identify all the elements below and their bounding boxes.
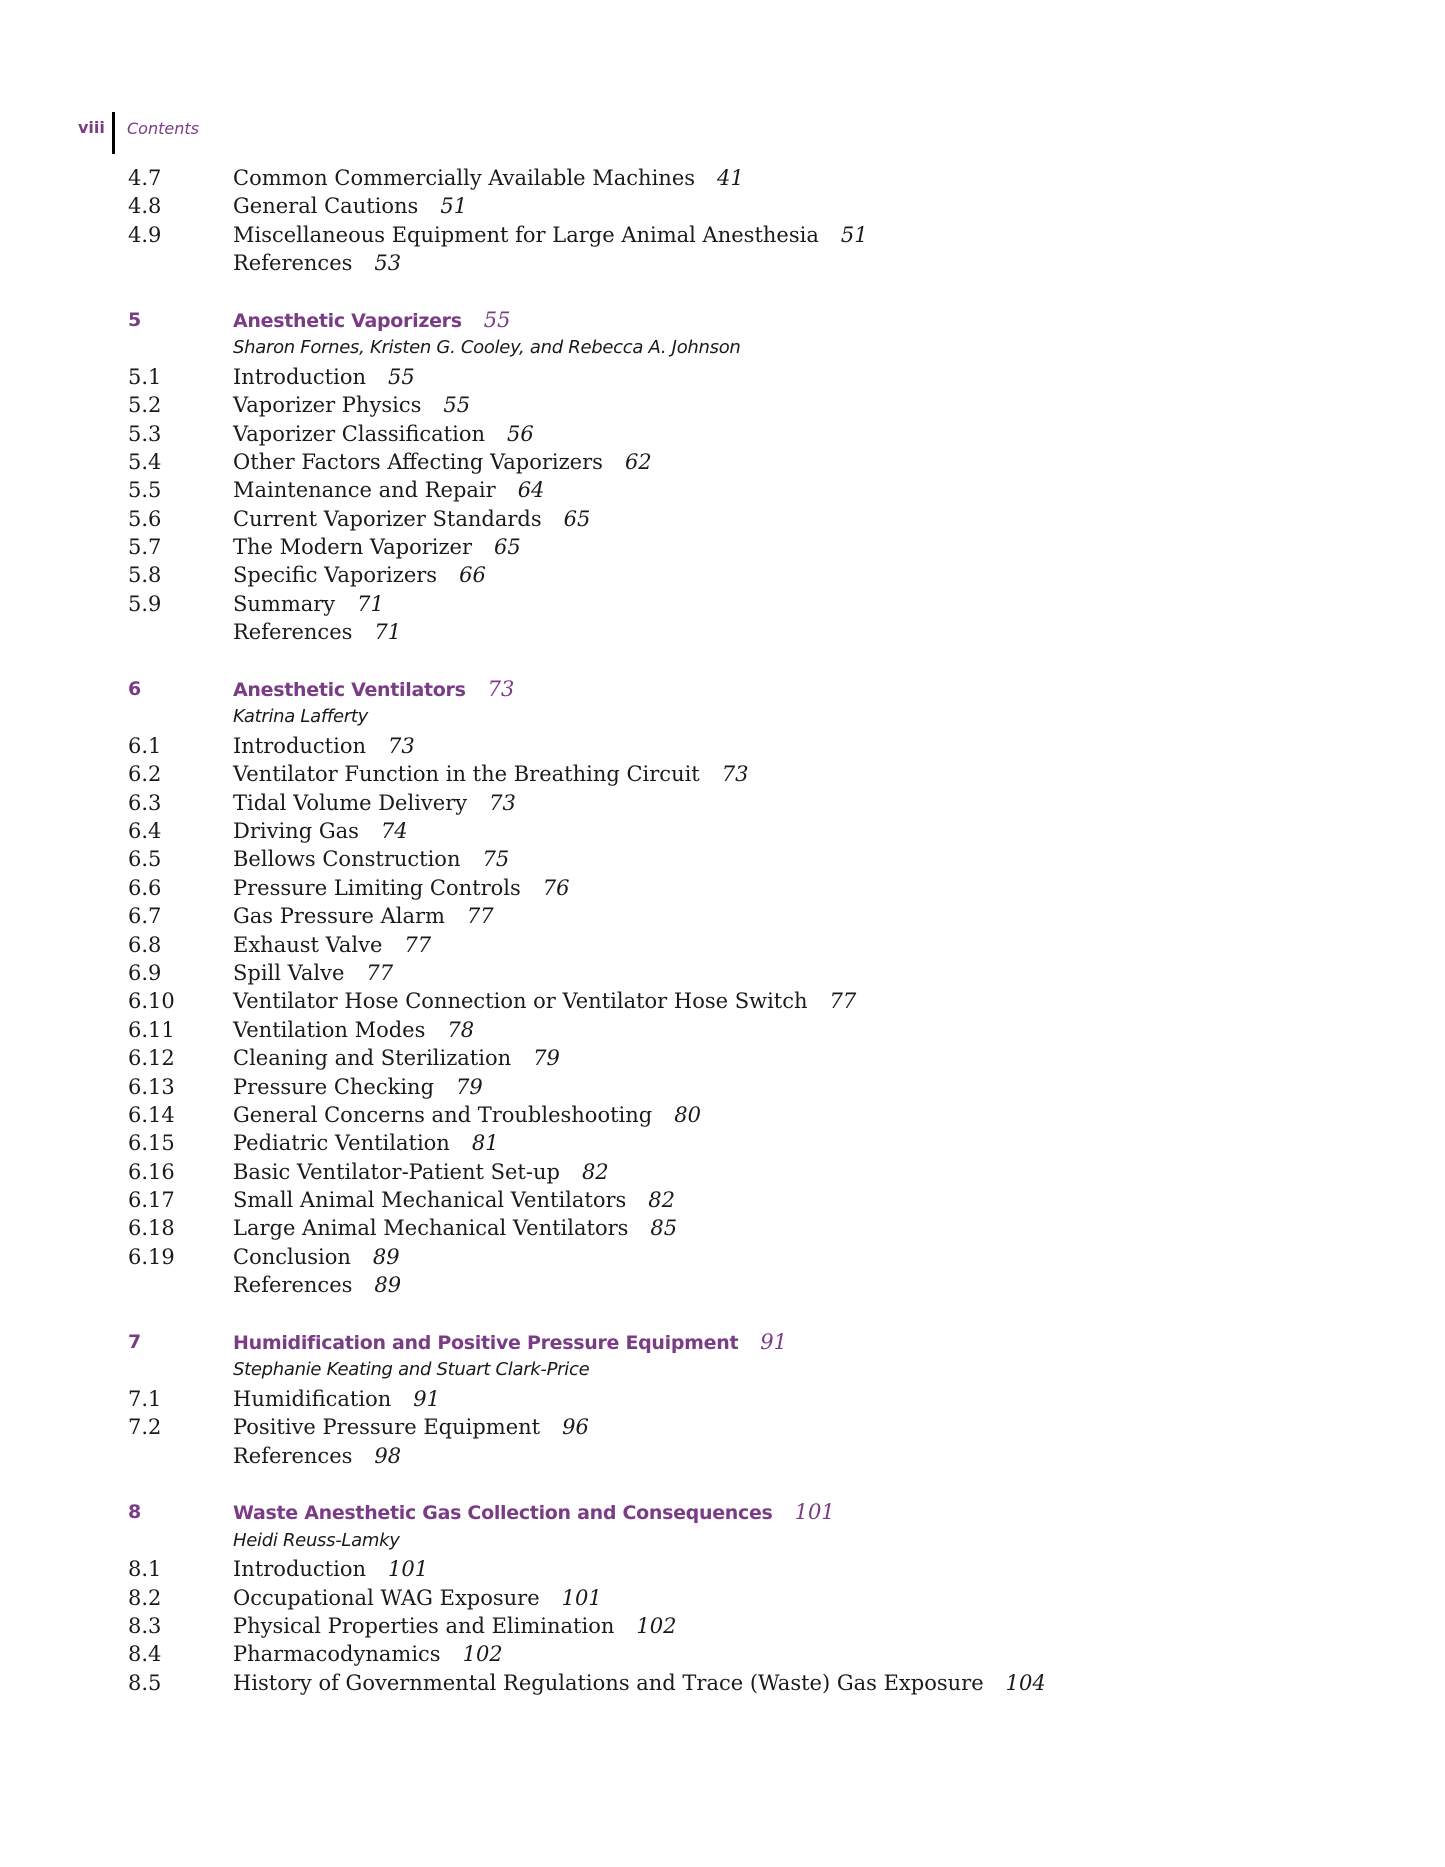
toc-entry[interactable]: [128, 1214, 1328, 1242]
section-title: Introduction: [233, 733, 366, 758]
toc-entry[interactable]: [128, 1442, 1328, 1470]
section-page-number: 74: [380, 818, 408, 843]
running-head: Contents: [127, 119, 199, 138]
section-page-number: 55: [388, 364, 415, 389]
toc-entry[interactable]: [128, 1129, 1328, 1157]
section-page-number: 65: [494, 535, 521, 560]
section-page-number: 62: [624, 449, 652, 474]
chapter-authors-row: [128, 703, 1328, 731]
toc-entry[interactable]: [128, 561, 1328, 589]
toc-entry[interactable]: [128, 845, 1328, 873]
section-title-line: [233, 1044, 560, 1072]
toc-entry[interactable]: [128, 1555, 1328, 1583]
section-page-number: 66: [459, 563, 486, 588]
section-title: Common Commercially Available Machines: [233, 166, 696, 190]
section-page-number: 104: [1005, 1670, 1046, 1695]
table-of-contents: [128, 164, 1328, 1697]
chapter-authors: Katrina Lafferty: [233, 706, 368, 728]
section-number: 4.8: [128, 194, 162, 219]
chapter-heading: [128, 1498, 1328, 1526]
section-page-number: 65: [563, 506, 591, 531]
section-title: Pharmacodynamics: [233, 1642, 441, 1667]
toc-entry[interactable]: [128, 1413, 1328, 1441]
toc-entry[interactable]: [128, 1186, 1328, 1214]
section-page-number: 77: [404, 932, 432, 957]
chapter-title[interactable]: [233, 306, 510, 335]
section-title-line: [233, 505, 590, 533]
section-title-line: [233, 1073, 483, 1101]
section-page-number: 75: [482, 847, 510, 872]
section-title: Pressure Limiting Controls: [233, 875, 521, 900]
section-title-line: [233, 902, 494, 930]
chapter-number: 7: [128, 1331, 141, 1354]
section-page-number: 76: [542, 875, 570, 900]
section-title-line: [233, 533, 521, 561]
section-number: 6.12: [128, 1046, 175, 1071]
section-title-line: [233, 1442, 401, 1470]
section-number: 5.7: [128, 535, 162, 560]
section-gap: [128, 1300, 1328, 1328]
section-title: Pressure Checking: [233, 1074, 435, 1099]
section-title: Cleaning and Sterilization: [233, 1046, 512, 1071]
section-title-line: [233, 363, 415, 391]
section-title: Pediatric Ventilation: [233, 1131, 450, 1156]
section-page-number: 89: [374, 1273, 402, 1298]
section-title-line: [233, 1669, 1046, 1697]
section-page-number: 80: [674, 1102, 701, 1127]
section-page-number: 77: [829, 989, 857, 1014]
section-page-number: 64: [517, 478, 545, 503]
section-number: 6.8: [128, 932, 162, 957]
section-title: General Concerns and Troubleshooting: [233, 1102, 653, 1127]
section-title: Ventilation Modes: [233, 1017, 426, 1042]
toc-entry[interactable]: [128, 164, 1328, 192]
section-title: Occupational WAG Exposure: [233, 1585, 540, 1610]
section-title-line: [233, 561, 486, 589]
section-page-number: 56: [507, 421, 534, 446]
section-number: 4.9: [128, 222, 162, 247]
chapter-title-text: Anesthetic Vaporizers: [233, 309, 462, 332]
section-number: 5.8: [128, 563, 162, 588]
section-number: 6.5: [128, 847, 162, 872]
section-page-number: 73: [388, 733, 415, 758]
toc-entry[interactable]: [128, 590, 1328, 618]
toc-entry[interactable]: [128, 1385, 1328, 1413]
section-page-number: 82: [648, 1188, 676, 1213]
section-number: 8.4: [128, 1642, 162, 1667]
section-title: Tidal Volume Delivery: [233, 790, 468, 815]
section-number: 6.11: [128, 1017, 175, 1042]
toc-entry[interactable]: [128, 789, 1328, 817]
section-title: Ventilator Hose Connection or Ventilator Hose Switch: [233, 989, 808, 1014]
toc-entry[interactable]: [128, 476, 1328, 504]
chapter-authors-row: [128, 334, 1328, 362]
section-title: Introduction: [233, 1557, 366, 1582]
section-title-line: [233, 845, 509, 873]
section-title: Specific Vaporizers: [233, 563, 438, 588]
section-number: 8.1: [128, 1557, 162, 1582]
section-title-line: [233, 1158, 609, 1186]
section-number: 5.1: [128, 364, 162, 389]
section-page-number: 96: [562, 1415, 589, 1440]
chapter-page-number: 55: [483, 307, 511, 332]
section-title: The Modern Vaporizer: [233, 535, 473, 560]
section-page-number: 77: [466, 904, 494, 929]
section-title: Positive Pressure Equipment: [233, 1415, 541, 1440]
chapter-title-text: Anesthetic Ventilators: [233, 679, 466, 702]
toc-entry[interactable]: [128, 760, 1328, 788]
section-number: 6.16: [128, 1159, 175, 1184]
section-page-number: 77: [366, 960, 394, 985]
toc-entry[interactable]: [128, 1669, 1328, 1697]
section-title: Ventilator Function in the Breathing Circuit: [233, 762, 700, 787]
section-title-line: [233, 448, 652, 476]
section-title: Large Animal Mechanical Ventilators: [233, 1216, 629, 1241]
section-number: 6.1: [128, 733, 162, 758]
chapter-number: 8: [128, 1501, 141, 1524]
section-title: Introduction: [233, 364, 366, 389]
toc-entry[interactable]: [128, 221, 1328, 249]
section-number: 6.4: [128, 818, 162, 843]
section-number: 5.4: [128, 449, 162, 474]
section-title: Gas Pressure Alarm: [233, 904, 445, 929]
section-number: 5.2: [128, 393, 162, 418]
section-title: Driving Gas: [233, 818, 359, 843]
toc-entry[interactable]: [128, 1073, 1328, 1101]
section-page-number: 73: [721, 762, 749, 787]
section-title-line: [233, 249, 401, 277]
toc-entry[interactable]: [128, 249, 1328, 277]
section-title: Current Vaporizer Standards: [233, 506, 542, 531]
section-title-line: [233, 1385, 440, 1413]
section-title-line: [233, 1129, 499, 1157]
chapter-title-text: Humidification and Positive Pressure Equipment: [233, 1332, 739, 1355]
section-title: Summary: [233, 591, 336, 616]
section-title-line: [233, 618, 401, 646]
section-title-line: [233, 1555, 428, 1583]
section-number: 6.9: [128, 960, 162, 985]
section-title: References: [233, 1443, 353, 1468]
section-page-number: 71: [374, 620, 402, 645]
section-title-line: [233, 476, 544, 504]
section-title-line: [233, 420, 534, 448]
toc-entry[interactable]: [128, 1158, 1328, 1186]
chapter-title-text: Waste Anesthetic Gas Collection and Consequences: [233, 1502, 773, 1525]
toc-entry[interactable]: [128, 1612, 1328, 1640]
toc-entry[interactable]: [128, 1243, 1328, 1271]
section-title-line: [233, 1612, 676, 1640]
section-page-number: 101: [388, 1557, 429, 1582]
toc-entry[interactable]: [128, 959, 1328, 987]
chapter-authors-row: [128, 1356, 1328, 1384]
section-page-number: 102: [636, 1613, 677, 1638]
section-title-line: [233, 1214, 677, 1242]
section-number: 6.10: [128, 989, 175, 1014]
section-gap: [128, 278, 1328, 306]
section-number: 6.2: [128, 762, 162, 787]
section-title-line: [233, 1584, 602, 1612]
section-title: Physical Properties and Elimination: [233, 1613, 615, 1638]
section-number: 6.15: [128, 1131, 175, 1156]
section-title: Other Factors Affecting Vaporizers: [233, 449, 603, 474]
chapter-authors: Sharon Fornes, Kristen G. Cooley, and Rebecca A. Johnson: [233, 337, 741, 359]
chapter-heading: [128, 675, 1328, 703]
toc-entry[interactable]: [128, 732, 1328, 760]
section-gap: [128, 1470, 1328, 1498]
toc-entry[interactable]: [128, 817, 1328, 845]
section-title: General Cautions: [233, 194, 419, 219]
section-number: 6.19: [128, 1244, 175, 1269]
section-title-line: [233, 931, 431, 959]
toc-entry[interactable]: [128, 987, 1328, 1015]
section-title: Miscellaneous Equipment for Large Animal Anesthesia: [233, 222, 819, 247]
toc-entry[interactable]: [128, 1044, 1328, 1072]
chapter-title[interactable]: [233, 1498, 835, 1527]
toc-entry[interactable]: [128, 448, 1328, 476]
section-title-line: [233, 1243, 400, 1271]
section-title: References: [233, 1273, 353, 1298]
toc-entry[interactable]: [128, 902, 1328, 930]
section-title-line: [233, 192, 467, 220]
section-page-number: 101: [561, 1585, 602, 1610]
section-number: 6.6: [128, 875, 162, 900]
section-page-number: 55: [443, 393, 471, 418]
section-title-line: [233, 1016, 474, 1044]
section-gap: [128, 647, 1328, 675]
section-title-line: [233, 1101, 701, 1129]
toc-entry[interactable]: [128, 1640, 1328, 1668]
section-number: 6.7: [128, 904, 162, 929]
section-title-line: [233, 1186, 675, 1214]
section-title-line: [233, 221, 868, 249]
section-page-number: 79: [456, 1074, 483, 1099]
chapter-heading: [128, 306, 1328, 334]
section-title: Humidification: [233, 1386, 392, 1411]
chapter-authors: Heidi Reuss-Lamky: [233, 1529, 400, 1551]
toc-entry[interactable]: [128, 420, 1328, 448]
chapter-page-number: 101: [794, 1500, 835, 1525]
section-page-number: 81: [471, 1131, 499, 1156]
section-title: Exhaust Valve: [233, 932, 383, 957]
toc-entry[interactable]: [128, 505, 1328, 533]
section-page-number: 73: [489, 790, 516, 815]
section-title-line: [233, 391, 470, 419]
section-title-line: [233, 1413, 589, 1441]
section-title: Small Animal Mechanical Ventilators: [233, 1188, 627, 1213]
section-title-line: [233, 164, 744, 192]
section-title-line: [233, 732, 415, 760]
section-page-number: 53: [374, 251, 402, 276]
section-page-number: 79: [533, 1046, 560, 1071]
page-folio: viii: [78, 118, 105, 137]
toc-entry[interactable]: [128, 192, 1328, 220]
section-title: Spill Valve: [233, 960, 345, 985]
chapter-authors: Stephanie Keating and Stuart Clark-Price: [233, 1359, 590, 1381]
section-number: 5.6: [128, 506, 162, 531]
section-page-number: 41: [717, 166, 744, 190]
section-title: Bellows Construction: [233, 847, 461, 872]
section-number: 6.14: [128, 1102, 175, 1127]
section-number: 5.5: [128, 478, 162, 503]
chapter-number: 6: [128, 678, 141, 701]
section-page-number: 89: [372, 1244, 400, 1269]
section-number: 5.3: [128, 421, 162, 446]
chapter-heading: [128, 1328, 1328, 1356]
toc-entry[interactable]: [128, 1271, 1328, 1299]
section-title-line: [233, 987, 856, 1015]
section-title-line: [233, 590, 384, 618]
section-page-number: 51: [840, 222, 868, 247]
toc-entry[interactable]: [128, 1584, 1328, 1612]
section-number: 7.2: [128, 1415, 162, 1440]
section-page-number: 78: [447, 1017, 475, 1042]
section-title-line: [233, 817, 408, 845]
section-title-line: [233, 874, 570, 902]
section-title: References: [233, 620, 353, 645]
header-rule: [112, 112, 115, 154]
section-title: Maintenance and Repair: [233, 478, 496, 503]
section-title: Vaporizer Physics: [233, 393, 422, 418]
section-number: 6.3: [128, 790, 162, 815]
chapter-authors-row: [128, 1527, 1328, 1555]
section-title: Conclusion: [233, 1244, 351, 1269]
chapter-number: 5: [128, 308, 141, 331]
chapter-page-number: 91: [760, 1330, 787, 1355]
section-title-line: [233, 1271, 401, 1299]
section-page-number: 85: [650, 1216, 678, 1241]
section-title: Vaporizer Classification: [233, 421, 485, 446]
section-title: Basic Ventilator-Patient Set-up: [233, 1159, 560, 1184]
section-title-line: [233, 959, 393, 987]
section-number: 7.1: [128, 1386, 162, 1411]
section-number: 8.3: [128, 1613, 162, 1638]
section-page-number: 98: [374, 1443, 402, 1468]
page-header: [0, 112, 400, 154]
chapter-title[interactable]: [233, 1328, 787, 1357]
section-title: References: [233, 251, 353, 276]
section-page-number: 71: [357, 591, 384, 616]
toc-entry[interactable]: [128, 931, 1328, 959]
section-title-line: [233, 1640, 503, 1668]
section-page-number: 82: [581, 1159, 609, 1184]
toc-entry[interactable]: [128, 874, 1328, 902]
toc-entry[interactable]: [128, 1101, 1328, 1129]
section-page-number: 91: [413, 1386, 440, 1411]
toc-entry[interactable]: [128, 533, 1328, 561]
section-title: History of Governmental Regulations and Trace (Waste) Gas Exposure: [233, 1670, 984, 1695]
toc-entry[interactable]: [128, 618, 1328, 646]
section-page-number: 51: [440, 194, 468, 219]
chapter-page-number: 73: [487, 677, 515, 702]
section-title-line: [233, 760, 748, 788]
section-number: 5.9: [128, 591, 162, 616]
chapter-title[interactable]: [233, 675, 514, 704]
section-number: 6.18: [128, 1216, 175, 1241]
section-number: 8.5: [128, 1670, 162, 1695]
toc-entry[interactable]: [128, 1016, 1328, 1044]
section-page-number: 102: [462, 1642, 503, 1667]
toc-entry[interactable]: [128, 363, 1328, 391]
section-number: 4.7: [128, 166, 162, 190]
section-number: 6.13: [128, 1074, 175, 1099]
section-number: 6.17: [128, 1188, 175, 1213]
section-number: 8.2: [128, 1585, 162, 1610]
section-title-line: [233, 789, 516, 817]
toc-entry[interactable]: [128, 391, 1328, 419]
